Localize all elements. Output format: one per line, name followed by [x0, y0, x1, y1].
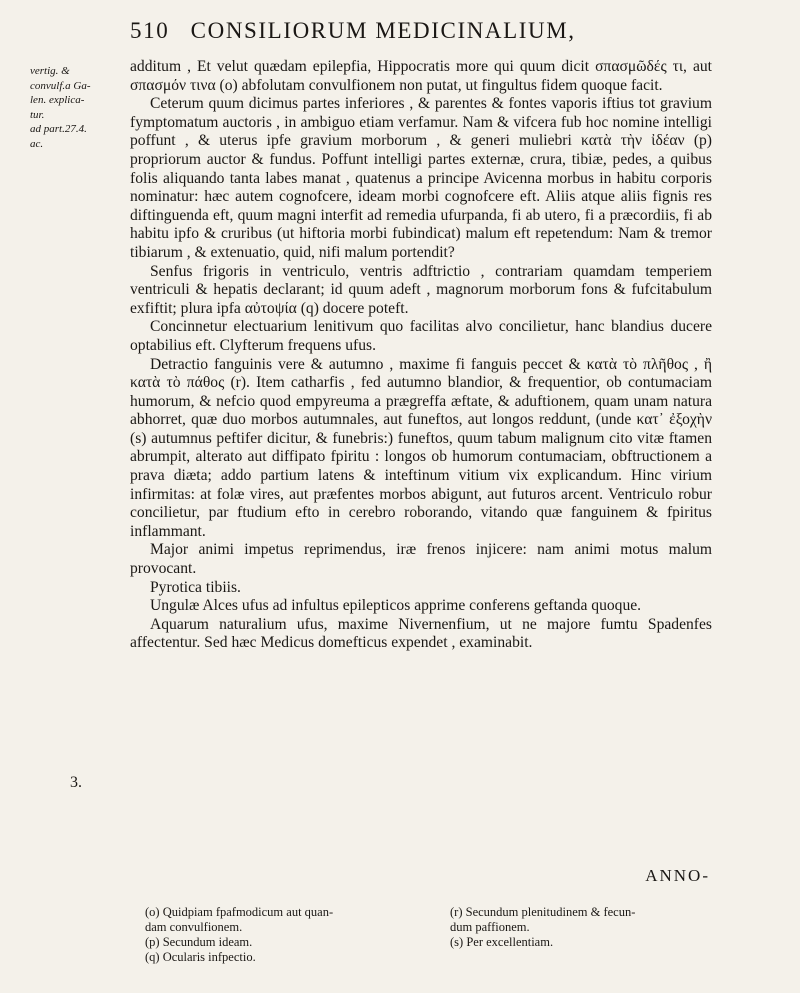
footnote-line: dum paffionem. [450, 920, 530, 934]
margin-note-line: vertig. & [30, 65, 70, 77]
paragraph: additum , Et velut quædam epilepfia, Hippocratis more qui quum dicit σπασμῶδές τι, aut σπασμόν τινα (o) abfolutam convulfionem non putat, ut fingultus fidem quoque facit. [130, 58, 712, 94]
margin-note-line: convulf.a Ga- [30, 79, 91, 92]
margin-note-line: len. explica- [30, 94, 85, 106]
footnote [145, 950, 415, 965]
main-text [130, 58, 712, 653]
footnote-line: (s) Per excellentiam. [450, 935, 554, 949]
margin-note-line: ad part.27.4. [30, 123, 87, 135]
footnote-line: dam convulfionem. [145, 920, 243, 934]
margin-note-line: ac. [30, 137, 44, 150]
margin-note-line: tur. [30, 108, 45, 121]
footnote-line: (r) Secundum plenitudinem & fecun- [450, 905, 636, 919]
paragraph: Detractio fanguinis vere & autumno , maxime fi fanguis peccet & κατὰ τὸ πλῆθος , ἢ κατὰ τὸ πάθος (r). Item catharfis , fed autumno blandior, & frequentior, ob contumaciam humorum, & nefcio quod empyreuma a prægreffa æftate, & aduftionem, quam unam natura abhorret, quæ duo morbos autumnales, aut funeftos, aut longos reddunt, (unde κατ᾽ ἐξοχὴν (s) autumnus peftifer dicitur, & funebris:) funeftos, quum tabum malignum cito vitæ ftamen abrumpit, alterato aut diffipato fpiritu : longos ob humorum contumaciam, obftructionem a prava diæta; addo partium latens & inteftinum vitium vix explicandum. Hinc virium infirmitas: at folæ vires, aut præfentes morbos abigunt, aut futuros arcent. Ventriculo robur concilietur, par ftudium efto in cerebro roborando, vitando quæ fanguinem & fpiritus inflammant. [130, 355, 712, 540]
paragraph: Ungulæ Alces ufus ad infultus epilepticos apprime conferens geftanda quoque. [150, 597, 642, 615]
footnotes-left-column [145, 905, 415, 965]
margin-number: 3. [70, 774, 82, 791]
paragraph: Senfus frigoris in ventriculo, ventris adftrictio , contrariam quamdam temperiem ventriculi & hepatis declarant; id quum adeft , magnorum morborum fons & fufcitabulum exfiftit; plura ipfa αὐτοψία (q) docere poteft. [130, 262, 712, 317]
footnote-line: (p) Secundum ideam. [145, 935, 253, 949]
paragraph: Aquarum naturalium ufus, maxime Nivernenfium, ut ne majore fumtu Spadenfes affectentur. Sed hæc Medicus domefticus expendet , examinabit. [130, 615, 712, 652]
paragraph: Pyrotica tibiis. [150, 578, 241, 596]
running-title: CONSILIORUM MEDICINALIUM, [190, 18, 576, 43]
paragraph: Concinnetur electuarium lenitivum quo facilitas alvo concilietur, hanc blandius ducere optabilius eft. Clyfterum frequens ufus. [130, 318, 712, 354]
margin-note [30, 64, 125, 151]
catchword: ANNO- [645, 866, 710, 885]
footnote-line: (o) Quidpiam fpafmodicum aut quan- [145, 905, 334, 919]
paragraph: Major animi impetus reprimendus, iræ frenos injicere: nam animi motus malum provocant. [130, 541, 712, 578]
footnote [450, 935, 720, 950]
running-header [130, 18, 670, 44]
footnote [145, 935, 415, 950]
paragraph: Ceterum quum dicimus partes inferiores , & parentes & fontes vaporis iftius tot gravium fymptomatum auctoris , in ambiguo etiam verfamur. Nam & vifcera fub hoc nomine intelligi poffunt , & uterus ipfe gravium morborum , & generi muliebri κατὰ τὴν ἰδέαν (p) propriorum auctor & fundus. Poffunt intelligi partes externæ, crura, tibiæ, pedes, a quibus folis aliquando tanta labes manat , quatenus a principe Avicenna morbus in habitu corporis nominatur: hæc autem cognofcere, ideam morbi cognofcere eft. Aliis atque aliis fignis res diftinguenda eft, quum magni interfit ad remedia ufurpanda, fi ab utero, fi a præcordiis, fi ab habitu ipfo & cruribus (ut hiftoria morbi fubindicat) malum eft repetendum: Nam & tremor tibiarum , & extenuatio, quid, nifi malum portendit? [130, 95, 712, 261]
footnote-line: (q) Ocularis infpectio. [145, 950, 256, 964]
page-number: 510 [130, 18, 170, 43]
footnotes-right-column [450, 905, 720, 950]
footnote [145, 905, 415, 935]
footnote [450, 905, 720, 935]
